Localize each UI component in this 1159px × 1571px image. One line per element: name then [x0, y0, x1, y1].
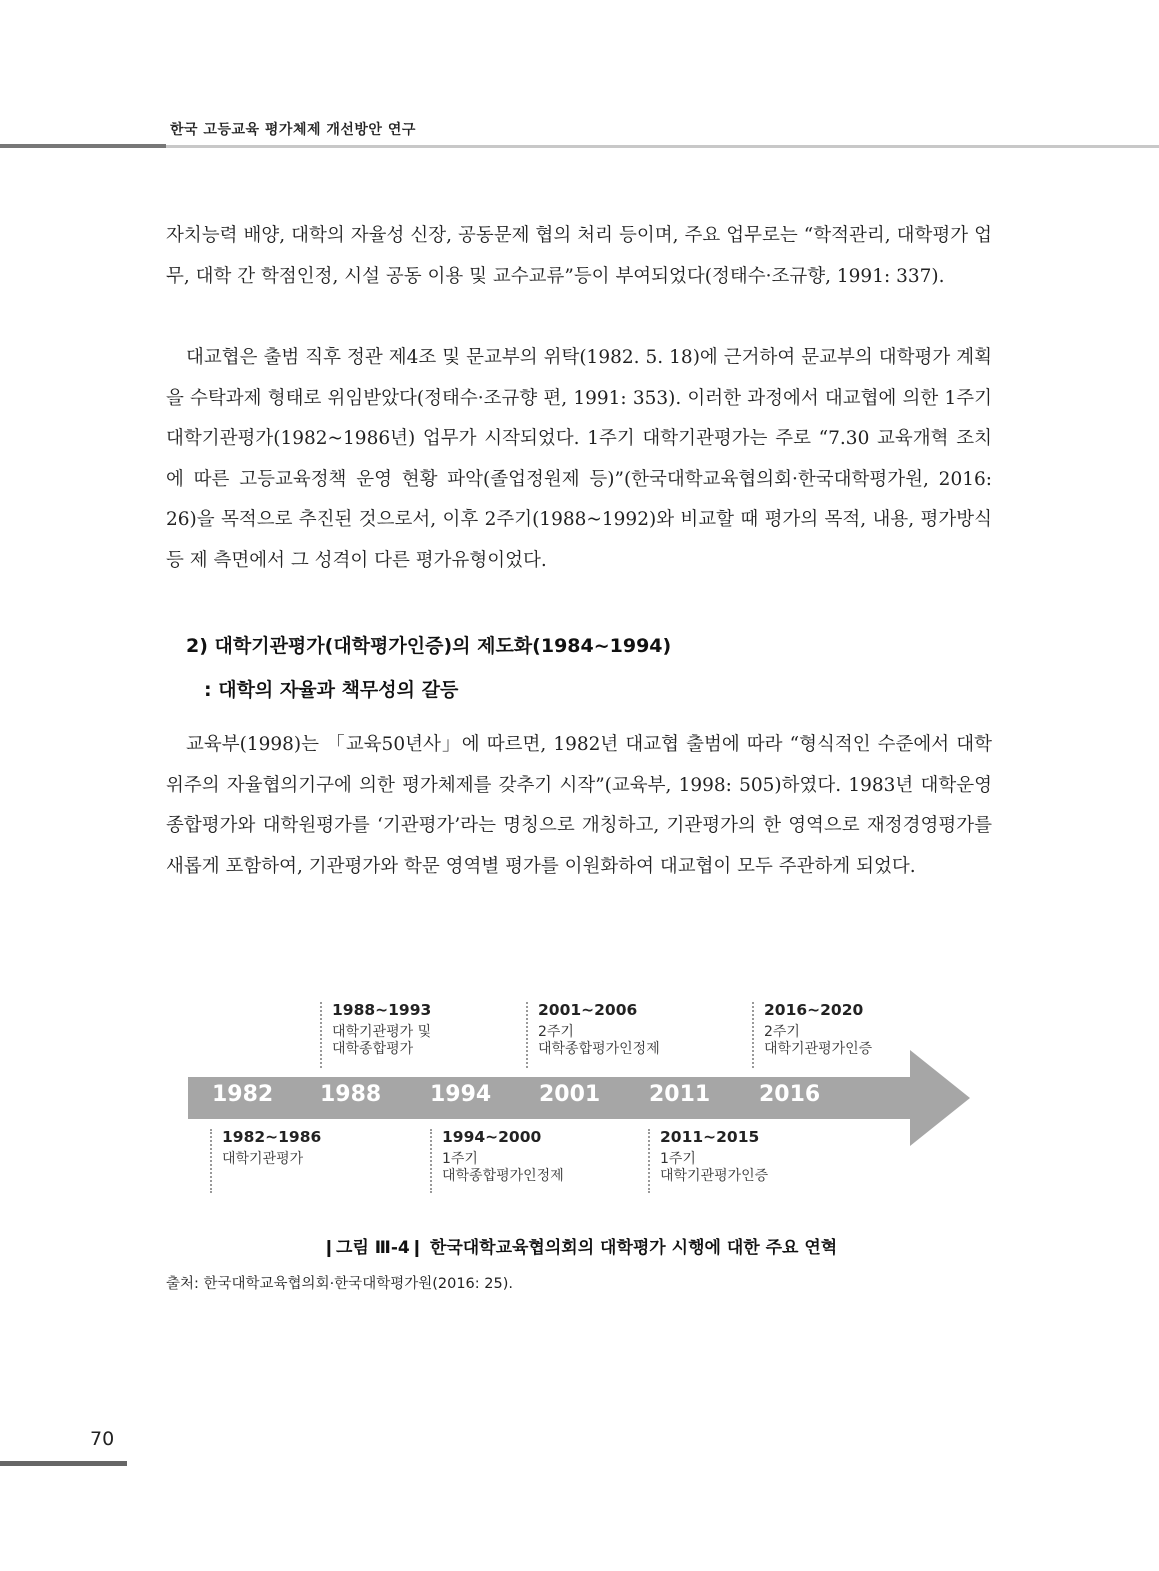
timeline-figure [188, 1000, 978, 1205]
period-range: 1994~2000 [442, 1128, 542, 1146]
figure-caption: ❙그림 Ⅲ-4❙ 한국대학교육협의회의 대학평가 시행에 대한 주요 연혁 [321, 1238, 838, 1258]
paragraph-1: 자치능력 배양, 대학의 자율성 신장, 공동문제 협의 처리 등이며, 주요 업무로는 “학적관리, 대학평가 업무, 대학 간 학점인정, 시설 공동 이용 및 교수교류”등이 부여되었다(정태수·조규향, 1991: 337). [166, 225, 992, 287]
year-label: 1994 [430, 1082, 492, 1107]
period-description: 1주기 [442, 1151, 478, 1167]
timeline-period-bottom [210, 1129, 321, 1193]
period-description: 대학기관평가인증 [764, 1041, 873, 1057]
footer-rule [0, 1461, 127, 1466]
section-subheading: : 대학의 자율과 책무성의 갈등 [204, 679, 459, 701]
timeline-period-top [752, 1002, 872, 1068]
period-range: 2016~2020 [764, 1001, 864, 1019]
section-heading: 2) 대학기관평가(대학평가인증)의 제도화(1984~1994) [186, 635, 672, 657]
year-label: 2016 [759, 1082, 821, 1107]
period-range: 1988~1993 [332, 1001, 432, 1019]
year-label: 1988 [320, 1082, 382, 1107]
running-title: 한국 고등교육 평가체제 개선방안 연구 [170, 122, 416, 138]
paragraph-3 [166, 725, 992, 887]
header-rule [0, 145, 1159, 148]
figure-source: 출처: 한국대학교육협의회·한국대학평가원(2016: 25). [166, 1276, 513, 1292]
period-description: 대학종합평가인정제 [442, 1168, 564, 1184]
period-range: 2011~2015 [660, 1128, 760, 1146]
timeline-period-bottom [430, 1129, 564, 1193]
year-label: 1982 [212, 1082, 274, 1107]
timeline-period-top [526, 1002, 660, 1068]
page-number: 70 [90, 1428, 115, 1450]
period-range: 2001~2006 [538, 1001, 638, 1019]
period-description: 2주기 [764, 1024, 800, 1040]
period-description: 2주기 [538, 1024, 574, 1040]
year-label: 2011 [649, 1082, 711, 1107]
header-rule-accent [0, 144, 166, 148]
period-description: 대학기관평가인증 [660, 1168, 769, 1184]
period-description: 대학기관평가 및 [332, 1024, 432, 1040]
period-description: 대학종합평가인정제 [538, 1041, 660, 1057]
paragraph-3-text: 교육부(1998)는 「교육50년사」에 따르면, 1982년 대교협 출범에 따라 “형식적인 수준에서 대학 위주의 자율협의기구에 의한 평가체제를 갖추기 시작”(교육부, 1998: 505)하였다. 1983년 대학운영 종합평가와 대학원평가를 ‘기관평가’라는 명칭으로 개칭하고, 기관평가의 한 영역으로 재정경영평가를 새롭게 포함하여, 기관평가와 학문 영역별 평가를 이원화하여 대교협이 모두 주관하게 되었다. [166, 734, 992, 877]
year-label: 2001 [539, 1082, 601, 1107]
paragraph-2 [166, 338, 992, 581]
period-description: 대학종합평가 [332, 1041, 414, 1057]
timeline-period-top [320, 1002, 431, 1068]
period-description: 1주기 [660, 1151, 696, 1167]
paragraph-2-text: 대교협은 출범 직후 정관 제4조 및 문교부의 위탁(1982. 5. 18)에 근거하여 문교부의 대학평가 계획을 수탁과제 형태로 위임받았다(정태수·조규향 편, 1991: 353). 이러한 과정에서 대교협에 의한 1주기 대학기관평가(1982~1986년) 업무가 시작되었다. 1주기 대학기관평가는 주로 “7.30 교육개혁 조치에 따른 고등교육정책 운영 현황 파악(졸업정원제 등)”(한국대학교육협의회·한국대학평가원, 2016: 26)을 목적으로 추진된 것으로서, 이후 2주기(1988~1992)와 비교할 때 평가의 목적, 내용, 평가방식 등 제 측면에서 그 성격이 다른 평가유형이었다. [166, 347, 992, 571]
timeline-period-bottom [648, 1129, 768, 1193]
period-range: 1982~1986 [222, 1128, 322, 1146]
period-description: 대학기관평가 [222, 1151, 304, 1167]
